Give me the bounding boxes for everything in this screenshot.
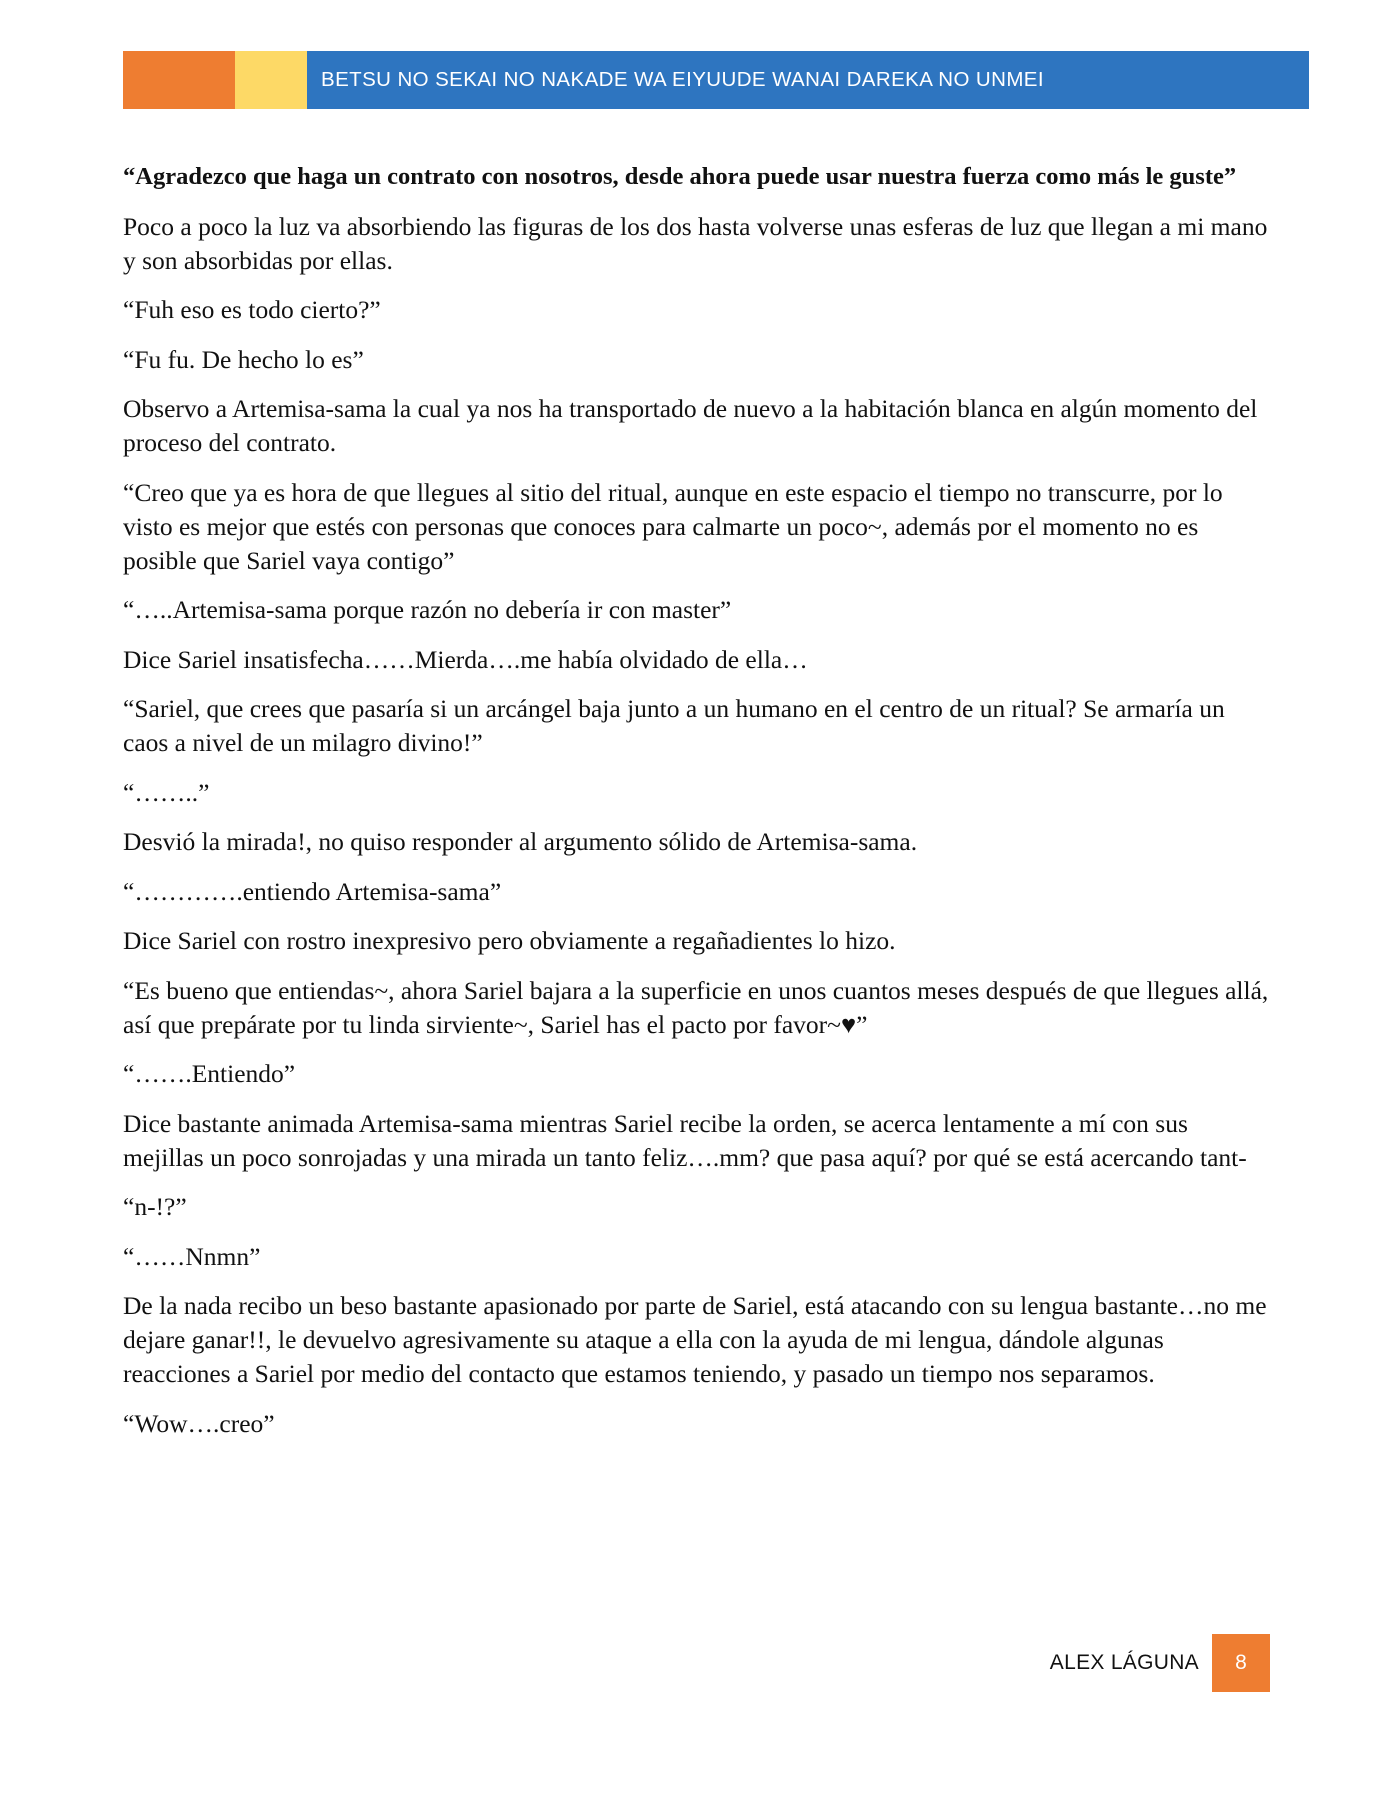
paragraph: “Es bueno que entiendas~, ahora Sariel bajara a la superficie en unos cuantos meses después de que llegues allá, así que prepárate por tu linda sirviente~, Sariel has el pacto por favor~♥”	[123, 975, 1269, 1039]
header-title: BETSU NO SEKAI NO NAKADE WA EIYUUDE WANAI DAREKA NO UNMEI	[321, 68, 1044, 91]
paragraph: Dice bastante animada Artemisa-sama mientras Sariel recibe la orden, se acerca lentamente a mí con sus mejillas un poco sonrojadas y una mirada un tanto feliz….mm? que pasa aquí? por qué se está acercando tant-	[123, 1108, 1247, 1172]
paragraph: Poco a poco la luz va absorbiendo las figuras de los dos hasta volverse unas esferas de luz que llegan a mi mano y son absorbidas por ellas.	[123, 211, 1268, 275]
page-number: 8	[1235, 1651, 1247, 1674]
header-orange-block	[123, 51, 235, 109]
paragraph: “……Nnmn”	[123, 1241, 261, 1271]
paragraph: “…..Artemisa-sama porque razón no debería ir con master”	[123, 595, 732, 624]
paragraph: Dice Sariel con rostro inexpresivo pero obviamente a regañadientes lo hizo.	[123, 926, 896, 955]
paragraph: “Agradezco que haga un contrato con nosotros, desde ahora puede usar nuestra fuerza como más le guste”	[123, 163, 1237, 190]
paragraph: “……..”	[123, 777, 210, 807]
paragraph: De la nada recibo un beso bastante apasionado por parte de Sariel, está atacando con su lengua bastante…no me dejare ganar!!, le devuelvo agresivamente su ataque a ella con la ayuda de mi lengua, dándole algunas reacciones a Sariel por medio del contacto que estamos teniendo, y pasado un tiempo nos separamos.	[123, 1291, 1267, 1388]
paragraph: “Creo que ya es hora de que llegues al sitio del ritual, aunque en este espacio el tiempo no transcurre, por lo visto es mejor que estés con personas que conoces para calmarte un poco~, además por el momento no es posible que Sariel vaya contigo”	[123, 477, 1223, 575]
paragraph: “n-!?”	[123, 1192, 187, 1221]
paragraph: “Wow….creo”	[123, 1408, 275, 1438]
document-body	[123, 160, 1273, 1456]
page-header	[123, 51, 1309, 109]
paragraph: “…….Entiendo”	[123, 1059, 296, 1088]
paragraph: Desvió la mirada!, no quiso responder al argumento sólido de Artemisa-sama.	[123, 827, 918, 856]
header-title-bar	[307, 51, 1309, 109]
page-number-box	[1212, 1634, 1270, 1692]
paragraph: Dice Sariel insatisfecha……Mierda….me había olvidado de ella…	[123, 644, 808, 674]
paragraph: “Fuh eso es todo cierto?”	[123, 295, 381, 324]
header-yellow-block	[235, 51, 307, 109]
page-footer	[1000, 1634, 1270, 1692]
paragraph: “Sariel, que crees que pasaría si un arcángel baja junto a un humano en el centro de un ritual? Se armaría un caos a nivel de un milagro divino!”	[123, 694, 1225, 757]
paragraph: “………….entiendo Artemisa-sama”	[123, 876, 502, 906]
paragraph: “Fu fu. De hecho lo es”	[123, 344, 364, 374]
footer-author: ALEX LÁGUNA	[1049, 1651, 1199, 1674]
paragraph: Observo a Artemisa-sama la cual ya nos ha transportado de nuevo a la habitación blanca en algún momento del proceso del contrato.	[123, 394, 1258, 457]
